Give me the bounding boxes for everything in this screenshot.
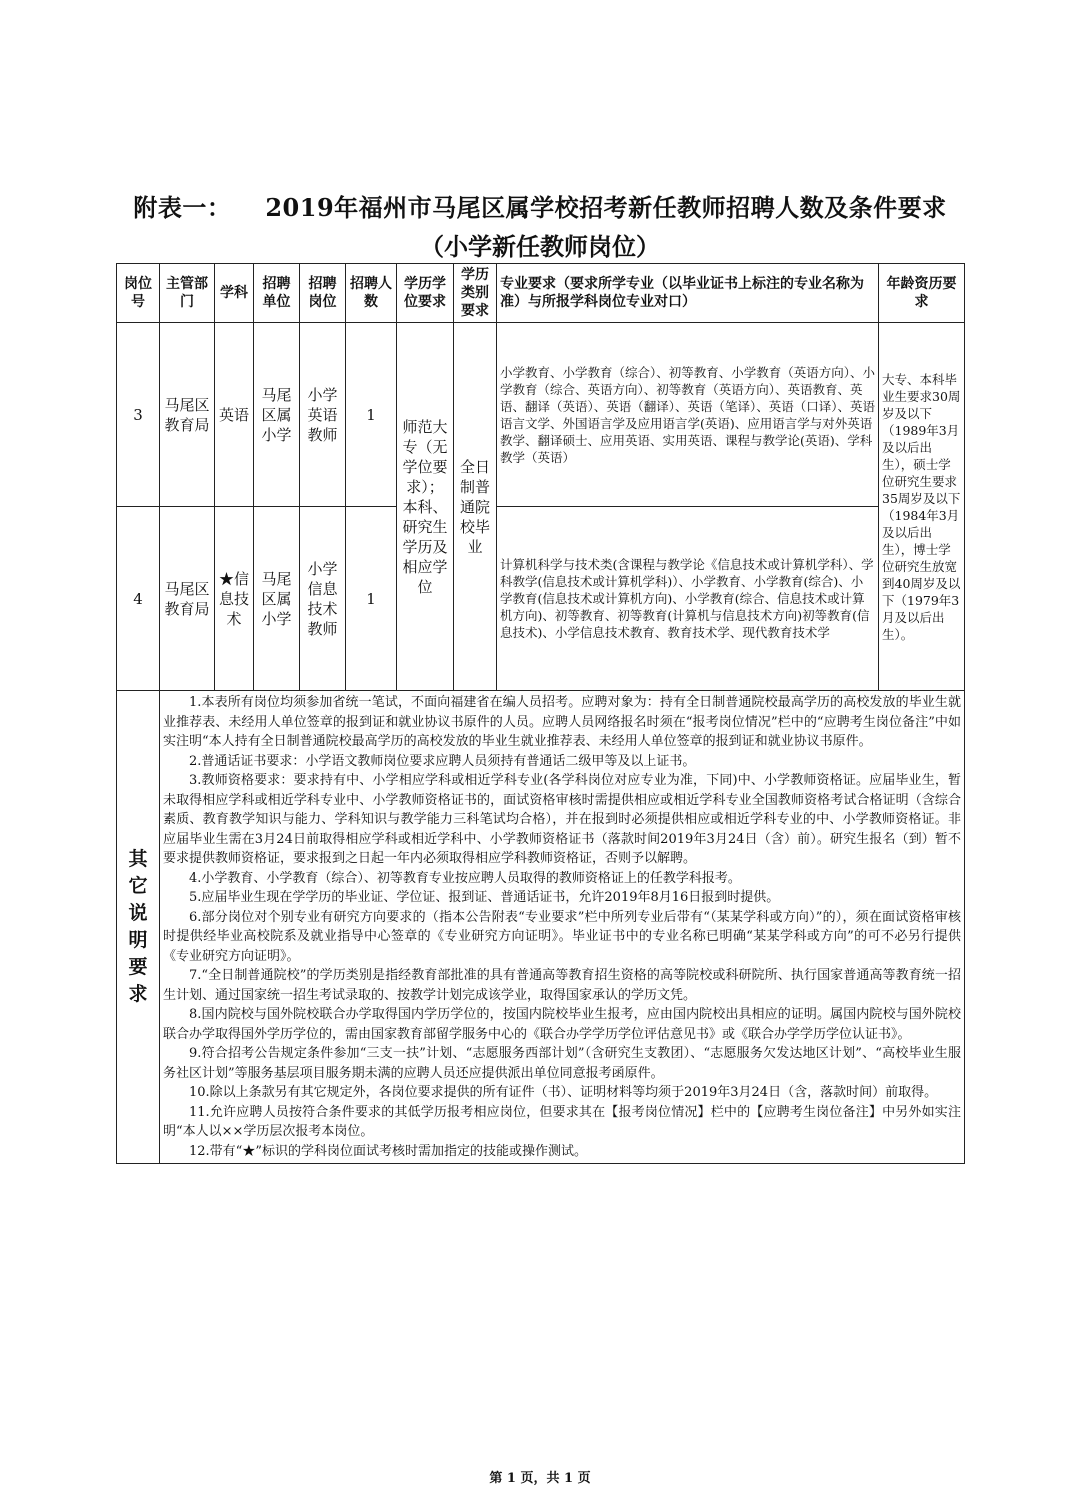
table-row xyxy=(117,323,965,507)
row-unit: 马尾区属小学 xyxy=(254,507,300,691)
note-item: 3.教师资格要求：要求持有中、小学相应学科或相近学科专业(各学科岗位对应专业为准，下同)中、小学教师资格证。应届毕业生，暂未取得相应学科或相近学科专业中、小学教师资格证书的，面试资格审核时需提供相应或相近学科专业全国教师资格考试合格证明（含综合素质、教育教学知识与能力、学科知识与教学能力三科笔试均合格），并在报到时必须提供相应或相近学科专业的中、小学教师资格证。非应届毕业生需在3月24日前取得相应学科或相近学科中、小学教师资格证书（落款时间2019年3月24日（含）前）。研究生报名（到）暂不要求提供教师资格证，要求报到之日起一年内必须取得相应学科教师资格证，否则予以解聘。 xyxy=(163,773,961,866)
header-count: 招聘人数 xyxy=(346,264,397,323)
header-degree: 学历学位要求 xyxy=(397,264,454,323)
header-unit: 招聘单位 xyxy=(254,264,300,323)
header-post-no: 岗位号 xyxy=(117,264,160,323)
age-requirement: 大专、本科毕业生要求30周岁及以下（1989年3月及以后出生），硕士学位研究生要求35周岁及以下（1984年3月及以后出生），博士学位研究生放宽到40周岁及以下（1979年3月及以后出生）。 xyxy=(879,323,965,691)
row-post-no: 4 xyxy=(117,507,160,691)
header-post: 招聘岗位 xyxy=(300,264,346,323)
document-subtitle: （小学新任教师岗位） xyxy=(420,232,660,261)
title-line-1 xyxy=(0,188,1080,223)
title-block xyxy=(0,188,1080,262)
note-item: 6.部分岗位对个别专业有研究方向要求的（指本公告附表“专业要求”栏中所列专业后带有“（某某学科或方向）”的），须在面试资格审核时提供经毕业高校院系及就业指导中心签章的《专业研究方向证明》。毕业证书中的专业名称已明确“某某学科或方向”的可不必另行提供《专业研究方向证明》。 xyxy=(163,909,961,964)
appendix-label: 附表一： xyxy=(133,193,232,222)
note-item: 12.带有“★”标识的学科岗位面试考核时需加指定的技能或操作测试。 xyxy=(189,1143,587,1159)
row-count: 1 xyxy=(346,507,397,691)
note-item: 10.除以上条款另有其它规定外，各岗位要求提供的所有证件（书）、证明材料等均须于2019年3月24日（含，落款时间）前取得。 xyxy=(189,1085,938,1100)
note-item: 8.国内院校与国外院校联合办学取得国内学历学位的，按国内院校毕业生报考，应由国内院校出具相应的证明。属国内院校与国外院校联合办学取得国外学历学位的，需由国家教育部留学服务中心的《联合办学学历学位评估意见书》或《联合办学学历学位认证书》。 xyxy=(163,1007,961,1042)
row-post: 小学信息技术教师 xyxy=(300,507,346,691)
degree-requirement: 师范大专（无学位要求）；本科、研究生学历及相应学位 xyxy=(397,323,454,691)
notes-row xyxy=(117,691,965,1164)
note-item: 4.小学教育、小学教育（综合）、初等教育专业按应聘人员取得的教师资格证上的任教学科报考。 xyxy=(189,870,741,886)
document-title: 2019年福州市马尾区属学校招考新任教师招聘人数及条件要求 xyxy=(265,193,947,222)
row-subject: ★信息技术 xyxy=(215,507,254,691)
header-row xyxy=(117,264,965,323)
edu-type-requirement: 全日制普通院校毕业 xyxy=(454,323,497,691)
note-item: 7.“全日制普通院校”的学历类别是指经教育部批准的具有普通高等教育招生资格的高等院校或科研院所、执行国家普通高等教育统一招生计划、通过国家统一招生考试录取的、按教学计划完成该学业，取得国家承认的学历文凭。 xyxy=(163,968,961,1003)
header-age: 年龄资历要求 xyxy=(879,264,965,323)
notes-cell xyxy=(160,691,965,1164)
row-post: 小学英语教师 xyxy=(300,323,346,507)
notes-label: 其它说明要求 xyxy=(117,691,160,1164)
row-dept: 马尾区教育局 xyxy=(160,507,215,691)
recruitment-table xyxy=(116,263,965,1164)
table-row xyxy=(117,507,965,691)
row-count: 1 xyxy=(346,323,397,507)
header-dept: 主管部门 xyxy=(160,264,215,323)
row-major: 计算机科学与技术类(含课程与教学论《信息技术或计算机学科）、学科教学(信息技术或计算机学科)）、小学教育、小学教育(综合)、小学教育(信息技术或计算机方向)、小学教育(综合、信息技术或计算机方向)、初等教育、初等教育(计算机与信息技术方向)初等教育(信息技术)、小学信息技术教育、教育技术学、现代教育技术学 xyxy=(497,507,879,691)
row-subject: 英语 xyxy=(215,323,254,507)
header-major: 专业要求（要求所学专业（以毕业证书上标注的专业名称为准）与所报学科岗位专业对口） xyxy=(497,264,879,323)
page-footer: 第 1 页，共 1 页 xyxy=(489,1471,591,1486)
header-subject: 学科 xyxy=(215,264,254,323)
row-dept: 马尾区教育局 xyxy=(160,323,215,507)
row-post-no: 3 xyxy=(117,323,160,507)
note-item: 5.应届毕业生现在学学历的毕业证、学位证、报到证、普通话证书，允许2019年8月16日报到时提供。 xyxy=(189,890,780,905)
row-unit: 马尾区属小学 xyxy=(254,323,300,507)
row-major: 小学教育、小学教育（综合）、初等教育、小学教育（英语方向）、小学教育（综合、英语方向）、初等教育（英语方向）、英语教育、英语、翻译（英语）、英语（翻译）、英语（笔译）、英语（口译）、英语语言文学、外国语言学及应用语言学(英语)、应用语言学与对外英语教学、翻译硕士、应用英语、实用英语、课程与教学论(英语)、学科教学（英语） xyxy=(497,323,879,507)
note-item: 1.本表所有岗位均须参加省统一笔试，不面向福建省在编人员招考。应聘对象为：持有全日制普通院校最高学历的高校发放的毕业生就业推荐表、未经用人单位签章的报到证和就业协议书原件的人员。应聘人员网络报名时须在“报考岗位情况”栏中的“应聘考生岗位备注”中如实注明“本人持有全日制普通院校最高学历的高校发放的毕业生就业推荐表、未经用人单位签章的报到证和就业协议书原件。 xyxy=(163,695,961,749)
note-item: 2.普通话证书要求：小学语文教师岗位要求应聘人员须持有普通话二级甲等及以上证书。 xyxy=(189,753,696,769)
note-item: 9.符合招考公告规定条件参加“三支一扶”计划、“志愿服务西部计划”（含研究生支教团）、“志愿服务欠发达地区计划”、“高校毕业生服务社区计划”等服务基层项目服务期未满的应聘人员还应提供派出单位同意报考函原件。 xyxy=(163,1046,961,1081)
note-item: 11.允许应聘人员按符合条件要求的其低学历报考相应岗位，但要求其在【报考岗位情况】栏中的【应聘考生岗位备注】中另外如实注明“本人以××学历层次报考本岗位。 xyxy=(163,1104,961,1139)
header-edu-type: 学历类别要求 xyxy=(454,264,497,323)
